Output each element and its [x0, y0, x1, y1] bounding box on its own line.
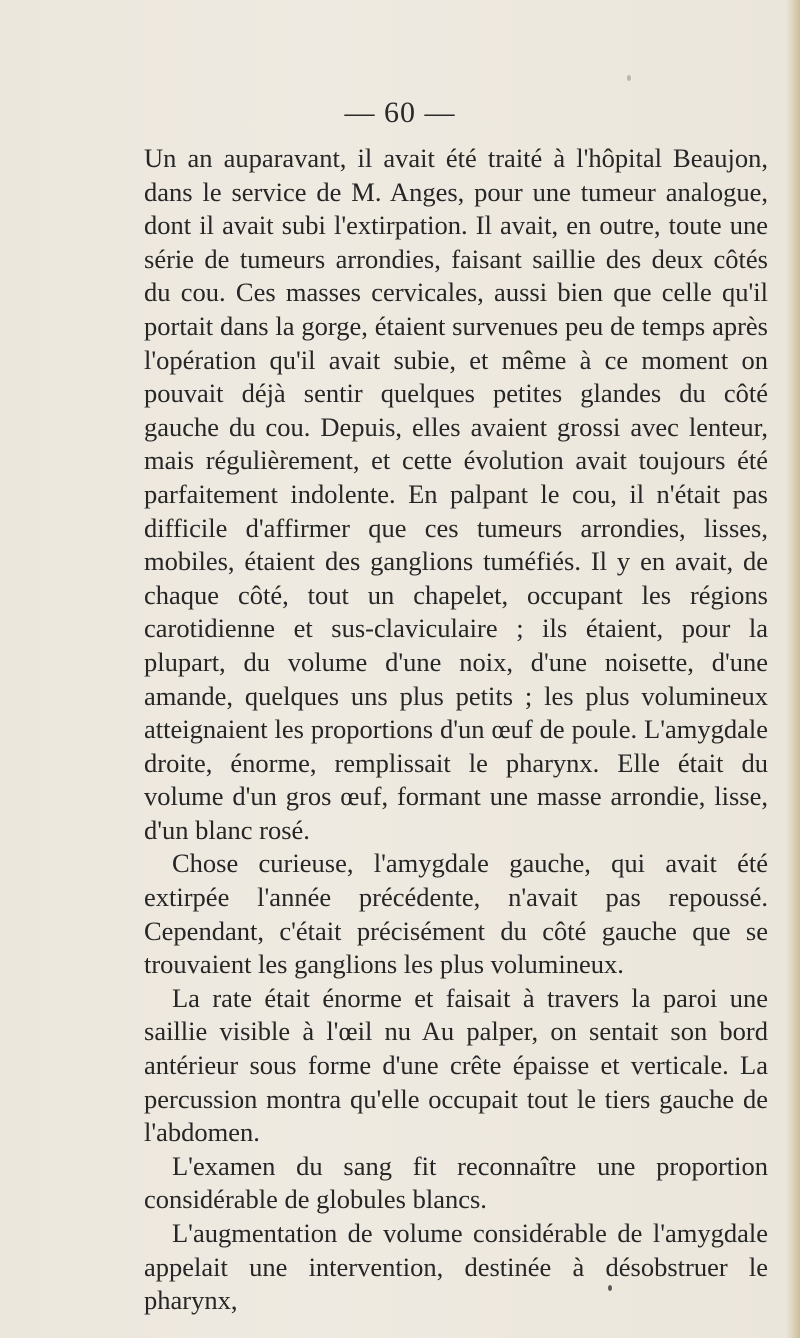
body-text	[144, 142, 768, 1318]
paragraph-3: La rate était énorme et faisait à travers la paroi une saillie visible à l'œil nu Au palper, on sentait son bord antérieur sous forme d'une crête épaisse et verticale. La percussion montra qu'elle occupait tout le tiers gauche de l'abdomen.	[144, 982, 768, 1148]
paper-speck	[627, 75, 631, 81]
paragraph-4: L'examen du sang fit reconnaître une proportion considérable de globules blancs.	[144, 1150, 768, 1215]
page-edge	[786, 0, 800, 1338]
paragraph-2: Chose curieuse, l'amygdale gauche, qui avait été extirpée l'année précédente, n'avait pas repoussé. Cependant, c'était précisément du côté gauche que se trouvaient les ganglions les plus volumineux.	[144, 848, 768, 980]
paper-speck	[608, 1285, 612, 1291]
page-number: — 60 —	[344, 96, 456, 129]
paragraph-5: L'augmentation de volume considérable de l'amygdale appelait une intervention, destinée à désobstruer le pharynx,	[144, 1218, 768, 1316]
paragraph-1: Un an auparavant, il avait été traité à l'hôpital Beaujon, dans le service de M. Anges, pour une tumeur analogue, dont il avait subi l'extirpation. Il avait, en outre, toute une série de tumeurs arrondies, faisant saillie des deux côtés du cou. Ces masses cervicales, aussi bien que celle qu'il portait dans la gorge, étaient survenues peu de temps après l'opération qu'il avait subie, et même à ce moment on pouvait déjà sentir quelques petites glandes du côté gauche du cou. Depuis, elles avaient grossi avec lenteur, mais régulièrement, et cette évolution avait toujours été parfaitement indolente. En palpant le cou, il n'était pas difficile d'affirmer que ces tumeurs arrondies, lisses, mobiles, étaient des ganglions tuméfiés. Il y en avait, de chaque côté, tout un chapelet, occupant les régions carotidienne et sus-claviculaire ; ils étaient, pour la plupart, du volume d'une noix, d'une noisette, d'une amande, quelques uns plus petits ; les plus volumineux atteignaient les proportions d'un œuf de poule. L'amygdale droite, énorme, remplissait le pharynx. Elle était du volume d'un gros œuf, formant une masse arrondie, lisse, d'un blanc rosé.	[144, 143, 768, 845]
